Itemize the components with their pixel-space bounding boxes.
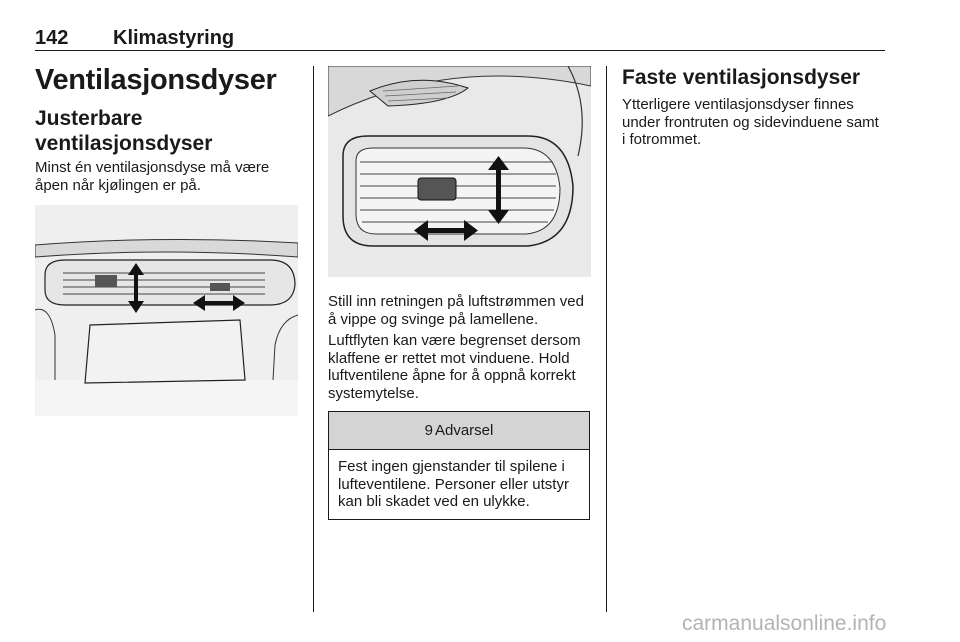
- adjust-text: Still inn retningen på luftstrømmen ved å vippe og svinge på lamellene.: [328, 293, 584, 328]
- column-divider-left: [313, 66, 314, 612]
- fixed-vents-heading: Faste ventilasjonsdyser: [622, 66, 861, 89]
- fixed-vents-text: Ytterligere ventilasjonsdyser finnes under frontruten og sidevinduene samt i fotrommet.: [622, 96, 879, 148]
- intro-text: Minst én ventilasjonsdyse må være åpen når kjølingen er på.: [35, 159, 270, 194]
- airflow-text: Luftflyten kan være begrenset dersom klaffene er rettet mot vinduene. Hold luftventilene åpne for å oppnå korrekt systemytelse.: [328, 332, 581, 402]
- warning-icon: 9: [424, 422, 433, 439]
- watermark: carmanualsonline.info: [682, 612, 887, 635]
- vent-closeup-illustration: [328, 66, 591, 277]
- page-heading: Ventilasjonsdyser: [35, 64, 277, 96]
- subheading: Justerbare ventilasjonsdyser: [35, 107, 213, 155]
- dashboard-vents-illustration: [35, 205, 298, 416]
- warning-box: [328, 411, 590, 520]
- column-divider-right: [606, 66, 607, 612]
- header-divider: [35, 50, 885, 51]
- warning-header: [329, 412, 589, 450]
- warning-title: Advarsel: [434, 422, 494, 439]
- page-number: 142: [35, 27, 69, 49]
- section-title: Klimastyring: [113, 27, 235, 49]
- warning-text: Fest ingen gjenstander til spilene i lufteventilene. Personer eller utstyr kan bli skadet ved en ulykke.: [338, 458, 569, 510]
